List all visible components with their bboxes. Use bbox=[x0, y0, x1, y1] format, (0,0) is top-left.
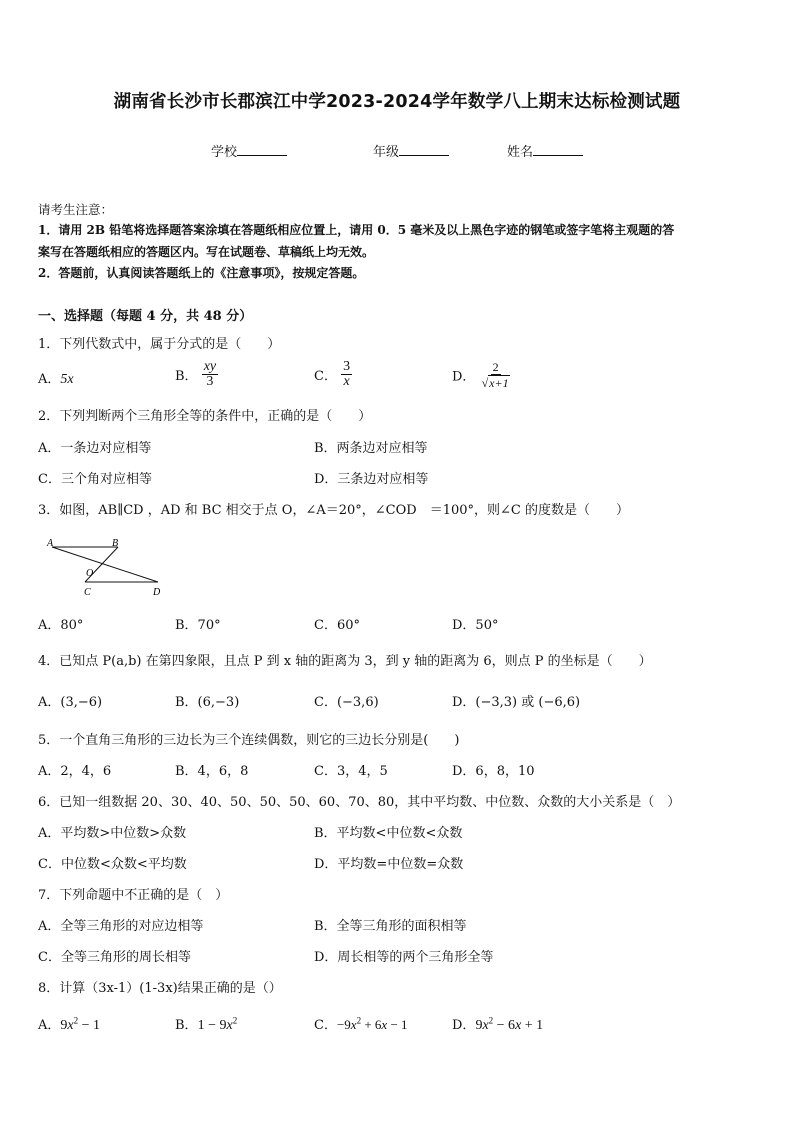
q2-option-c[interactable]: C．三个角对应相等 bbox=[38, 472, 152, 487]
name-field[interactable] bbox=[507, 141, 583, 160]
q4-option-b[interactable]: B．(6,−3) bbox=[175, 695, 240, 710]
q7-option-a[interactable]: A．全等三角形的对应边相等 bbox=[38, 919, 204, 934]
question-5-stem: 5．一个直角三角形的三边长为三个连续偶数，则它的三边长分别是( ) bbox=[38, 733, 460, 748]
q1-b-num: xy bbox=[203, 359, 217, 374]
question-1-stem: 1．下列代数式中，属于分式的是（ ） bbox=[38, 337, 281, 352]
point-o-label: O bbox=[86, 568, 94, 579]
q1-b-den: 3 bbox=[206, 374, 214, 389]
q5-option-d[interactable]: D．6，8，10 bbox=[452, 764, 535, 779]
q8-option-b[interactable] bbox=[175, 1014, 237, 1034]
q3-option-d[interactable]: D．50° bbox=[452, 618, 499, 633]
q8-option-d[interactable] bbox=[452, 1014, 543, 1034]
q3-option-a[interactable]: A．80° bbox=[38, 618, 84, 633]
q7-option-b[interactable]: B．全等三角形的面积相等 bbox=[314, 919, 467, 934]
q1-d-num: 2 bbox=[492, 360, 499, 374]
q1-option-c[interactable] bbox=[314, 360, 352, 389]
q1-d-fraction bbox=[480, 360, 512, 390]
notice-heading: 请考生注意： bbox=[38, 202, 114, 217]
name-blank[interactable] bbox=[533, 143, 583, 156]
point-c-label: C bbox=[84, 587, 91, 598]
q1-d-radicand: x+1 bbox=[489, 376, 509, 390]
notice-line-3: 2．答题前，认真阅读答题纸上的《注意事项》，按规定答题。 bbox=[38, 266, 365, 280]
q1-b-label: B． bbox=[175, 369, 198, 384]
q2-option-b[interactable]: B．两条边对应相等 bbox=[314, 441, 428, 456]
q1-d-label: D． bbox=[452, 369, 476, 385]
question-3-stem: 3．如图，AB∥CD ，AD 和 BC 相交于点 O，∠A＝20°，∠COD ＝100°，则∠C 的度数是（ ） bbox=[38, 503, 629, 518]
q1-c-num: 3 bbox=[343, 359, 351, 374]
q7-option-d[interactable]: D．周长相等的两个三角形全等 bbox=[314, 950, 494, 965]
question-6-stem: 6．已知一组数据 20、30、40、50、50、50、60、70、80，其中平均数、中位数、众数的大小关系是（ ） bbox=[38, 795, 681, 810]
school-field[interactable] bbox=[211, 141, 287, 160]
q6-option-c[interactable]: C．中位数<众数<平均数 bbox=[38, 857, 187, 872]
question-2-stem: 2．下列判断两个三角形全等的条件中，正确的是（ ） bbox=[38, 409, 372, 424]
q1-option-d[interactable] bbox=[452, 360, 512, 390]
q8-b-expr: $1 - 9x^2$ bbox=[197, 1015, 238, 1033]
school-blank[interactable] bbox=[237, 143, 287, 156]
q1-a-label: A． bbox=[38, 372, 61, 387]
grade-blank[interactable] bbox=[399, 143, 449, 156]
q8-a-label: A． bbox=[38, 1018, 61, 1033]
notice-line-1: 1．请用 2B 铅笔将选择题答案涂填在答题纸相应位置上，请用 0．5 毫米及以上黑色字迹的钢笔或签字笔将主观题的答 bbox=[38, 223, 675, 237]
question-8-stem: 8．计算（3x-1）(1-3x)结果正确的是（） bbox=[38, 981, 282, 996]
q5-option-a[interactable]: A．2，4，6 bbox=[38, 764, 112, 779]
q3-option-c[interactable]: C．60° bbox=[314, 618, 360, 633]
school-label: 学校 bbox=[211, 145, 238, 160]
q1-option-a[interactable] bbox=[38, 368, 74, 388]
page-title: 湖南省长沙市长郡滨江中学2023-2024学年数学八上期末达标检测试题 bbox=[113, 92, 681, 112]
q3-option-b[interactable]: B．70° bbox=[175, 618, 221, 633]
q5-option-b[interactable]: B．4，6，8 bbox=[175, 764, 249, 779]
q8-d-expr: $9x^2 - 6x + 1$ bbox=[475, 1015, 544, 1033]
notice-line-2: 案写在答题纸相应的答题区内。写在试题卷、草稿纸上均无效。 bbox=[38, 245, 375, 259]
name-label: 姓名 bbox=[507, 145, 534, 160]
q1-c-den: x bbox=[343, 374, 350, 389]
q8-option-a[interactable] bbox=[38, 1014, 100, 1034]
q1-c-label: C． bbox=[314, 369, 337, 384]
point-b-label: B bbox=[112, 538, 119, 549]
q1-d-den bbox=[480, 375, 512, 390]
q2-option-a[interactable]: A．一条边对应相等 bbox=[38, 441, 152, 456]
q1-b-fraction bbox=[202, 360, 218, 389]
q4-option-c[interactable]: C．(−3,6) bbox=[314, 695, 379, 710]
q8-d-label: D． bbox=[452, 1018, 476, 1033]
q1-a-expr: 5x bbox=[60, 372, 74, 387]
point-d-label: D bbox=[153, 587, 161, 598]
q4-option-a[interactable]: A．(3,−6) bbox=[38, 695, 103, 710]
question-4-stem: 4．已知点 P(a,b) 在第四象限，且点 P 到 x 轴的距离为 3，到 y 轴的距离为 6，则点 P 的坐标是（ ） bbox=[38, 654, 652, 669]
q8-c-expr: $-9x^2 + 6x - 1$ bbox=[336, 1015, 408, 1032]
q6-option-b[interactable]: B．平均数<中位数<众数 bbox=[314, 826, 463, 841]
segment-ad bbox=[52, 547, 158, 582]
grade-field[interactable] bbox=[373, 141, 449, 160]
q2-option-d[interactable]: D．三条边对应相等 bbox=[314, 472, 429, 487]
q7-option-c[interactable]: C．全等三角形的周长相等 bbox=[38, 950, 191, 965]
q8-c-label: C． bbox=[314, 1018, 337, 1033]
q8-a-expr: $9x^2 - 1$ bbox=[60, 1015, 101, 1033]
q1-c-fraction bbox=[341, 360, 352, 389]
q5-option-c[interactable]: C．3，4，5 bbox=[314, 764, 388, 779]
sqrt-icon: √ bbox=[481, 376, 489, 390]
q1-option-b[interactable] bbox=[175, 360, 218, 389]
q8-option-c[interactable] bbox=[314, 1014, 408, 1033]
q8-b-label: B． bbox=[175, 1018, 198, 1033]
question-7-stem: 7．下列命题中不正确的是（ ） bbox=[38, 888, 229, 903]
q4-option-d[interactable]: D．(−3,3) 或 (−6,6) bbox=[452, 695, 581, 710]
section-heading: 一、选择题（每题 4 分，共 48 分） bbox=[38, 309, 253, 324]
q3-figure bbox=[40, 535, 170, 600]
point-a-label: A bbox=[47, 538, 54, 549]
q6-option-a[interactable]: A．平均数>中位数>众数 bbox=[38, 826, 187, 841]
q6-option-d[interactable]: D．平均数=中位数=众数 bbox=[314, 857, 464, 872]
grade-label: 年级 bbox=[373, 145, 400, 160]
